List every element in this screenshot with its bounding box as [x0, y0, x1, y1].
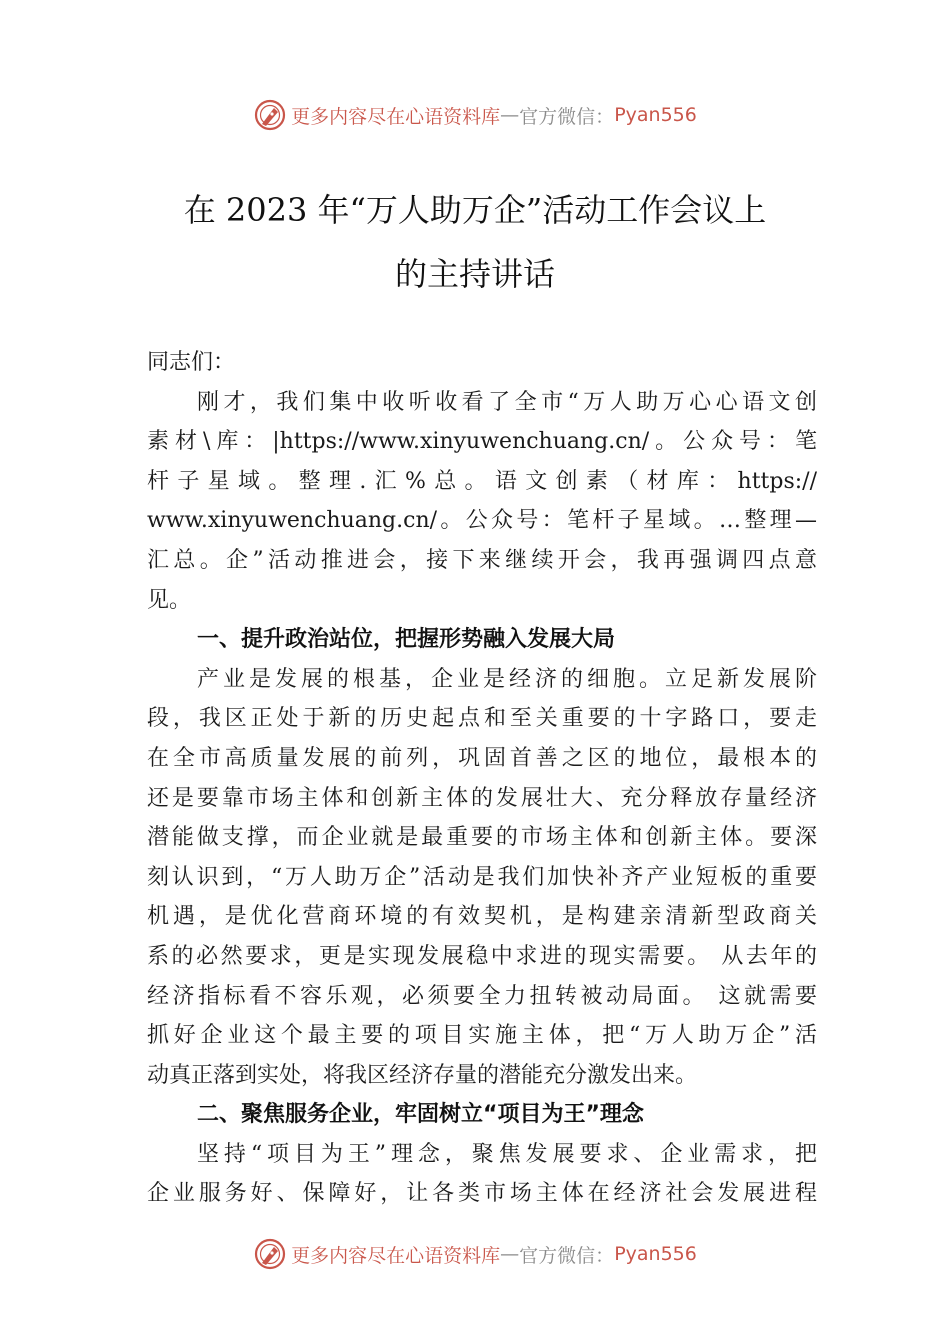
- watermark-official: 官方微信：: [519, 1244, 615, 1267]
- watermark-dash: —: [500, 104, 520, 126]
- watermark-footer: [0, 1234, 950, 1274]
- paragraph-line: 机遇，是优化营商环境的有效契机，是构建亲清新型政商关: [147, 904, 817, 930]
- paragraph-line: 坚持“项目为王”理念，聚焦发展要求、企业需求，把: [197, 1141, 817, 1167]
- paragraph-line: 抓好企业这个最主要的项目实施主体，把“万人助万企”活: [147, 1023, 817, 1049]
- intro-line: 杆子星域。整理.汇%总。语文创素（材库：https://: [147, 468, 817, 494]
- paragraph-line: 段，我区正处于新的历史起点和至关重要的十字路口，要走: [147, 706, 817, 732]
- watermark-brand: 更多内容尽在心语资料库: [291, 1244, 501, 1267]
- salutation: 同志们：: [147, 350, 236, 375]
- watermark-header: [0, 95, 950, 135]
- watermark-official: 官方微信：: [519, 105, 615, 128]
- title-line-2: 的主持讲话: [394, 255, 555, 293]
- section-1-paragraph: [147, 660, 817, 1096]
- paragraph-line: 动真正落到实处，将我区经济存量的潜能充分激发出来。: [147, 1062, 698, 1088]
- watermark-brand: 更多内容尽在心语资料库: [291, 105, 501, 128]
- intro-line: www.xinyuwenchuang.cn/。公众号：笔杆子星域。…整理—: [147, 508, 817, 534]
- section-1-heading: 一、提升政治站位，把握形势融入发展大局: [197, 627, 616, 653]
- paragraph-line: 还是要靠市场主体和创新主体的发展壮大、充分释放存量经济: [147, 785, 817, 811]
- title-line-1: 在 2023 年“万人助万企”活动工作会议上: [183, 191, 767, 229]
- paragraph-line: 刻认识到，“万人助万企”活动是我们加快补齐产业短板的重要: [147, 864, 817, 890]
- paragraph-line: 产业是发展的根基，企业是经济的细胞。立足新发展阶: [197, 666, 817, 692]
- intro-paragraph: [147, 383, 817, 621]
- pen-nib-logo-icon: [253, 98, 287, 132]
- paragraph-line: 在全市高质量发展的前列，巩固首善之区的地位，最根本的: [147, 745, 817, 771]
- watermark-id: Pyan556: [614, 1243, 697, 1265]
- section-2-paragraph: [147, 1135, 817, 1214]
- intro-line: 素材\库：|https://www.xinyuwenchuang.cn/。公众号：笔: [147, 429, 817, 455]
- paragraph-line: 经济指标看不容乐观，必须要全力扭转被动局面。 这就需要: [147, 983, 817, 1009]
- watermark-dash: —: [500, 1243, 520, 1265]
- paragraph-line: 系的必然要求，更是实现发展稳中求进的现实需要。 从去年的: [147, 943, 817, 969]
- document-title: [120, 178, 830, 306]
- pen-nib-logo-icon: [253, 1237, 287, 1271]
- section-2-heading: 二、聚焦服务企业，牢固树立“项目为王”理念: [197, 1102, 644, 1128]
- document-body: [147, 343, 817, 1214]
- paragraph-line: 企业服务好、保障好，让各类市场主体在经济社会发展进程: [147, 1181, 817, 1207]
- paragraph-line: 潜能做支撑，而企业就是最重要的市场主体和创新主体。要深: [147, 825, 817, 851]
- intro-line: 刚才，我们集中收听收看了全市“万人助万心心语文创: [197, 389, 817, 415]
- intro-line: 见。: [147, 587, 192, 613]
- watermark-id: Pyan556: [614, 104, 697, 126]
- intro-line: 汇总。企”活动推进会，接下来继续开会，我再强调四点意: [147, 547, 817, 573]
